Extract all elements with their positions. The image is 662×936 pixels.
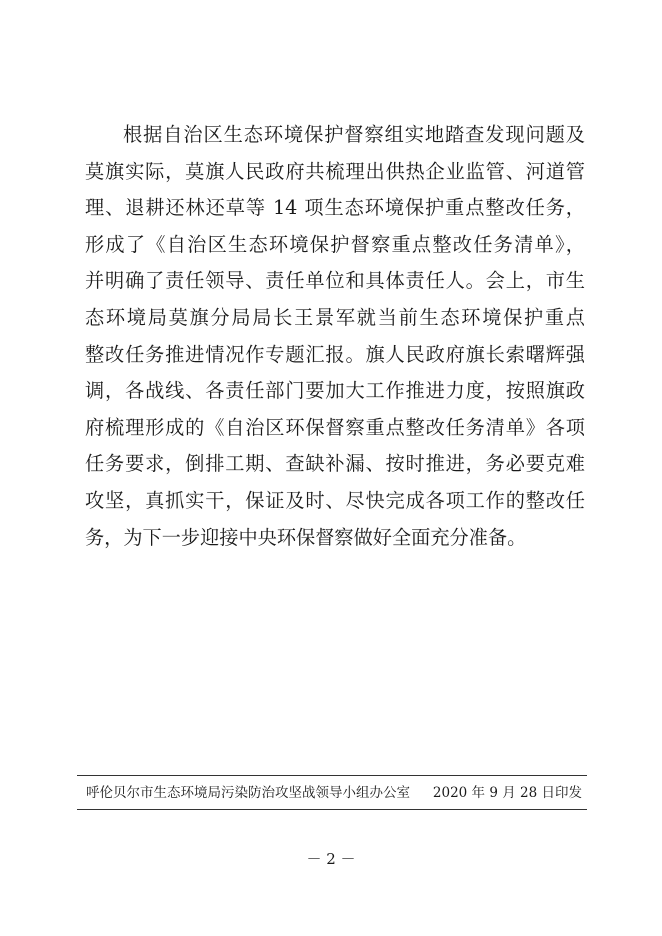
paragraph-line: 并明确了责任领导、责任单位和具体责任人。会上，市生 (85, 269, 585, 293)
paragraph-line: 攻坚，真抓实干，保证及时、尽快完成各项工作的整改任 (85, 488, 585, 512)
paragraph-line: 根据自治区生态环境保护督察组实地踏查发现问题及 (123, 123, 585, 146)
footer-bottom-rule (77, 809, 587, 810)
paragraph-line: 理、退耕还林还草等 14 项生态环境保护重点整改任务， (85, 196, 585, 220)
page-number: － 2 － (306, 850, 356, 868)
paragraph-line: 任务要求，倒排工期、查缺补漏、按时推进，务必要克难 (85, 452, 585, 476)
paragraph-line: 调，各战线、各责任部门要加大工作推进力度，按照旗政 (85, 379, 585, 403)
issue-date: 2020 年 9 月 28 日印发 (432, 785, 582, 801)
paragraph-line: 形成了《自治区生态环境保护督察重点整改任务清单》， (85, 232, 585, 256)
paragraph-line: 整改任务推进情况作专题汇报。旗人民政府旗长索曙辉强 (85, 342, 585, 366)
body-paragraph (85, 117, 585, 556)
footer-top-rule (77, 775, 587, 776)
paragraph-line: 务，为下一步迎接中央环保督察做好全面充分准备。 (85, 525, 527, 549)
paragraph-line: 莫旗实际，莫旗人民政府共梳理出供热企业监管、河道管 (85, 159, 585, 183)
paragraph-line: 府梳理形成的《自治区环保督察重点整改任务清单》各项 (85, 415, 585, 439)
paragraph-line: 态环境局莫旗分局局长王景军就当前生态环境保护重点 (85, 305, 585, 329)
issuance-footer (86, 781, 582, 805)
issuer-office: 呼伦贝尔市生态环境局污染防治攻坚战领导小组办公室 (86, 785, 410, 801)
